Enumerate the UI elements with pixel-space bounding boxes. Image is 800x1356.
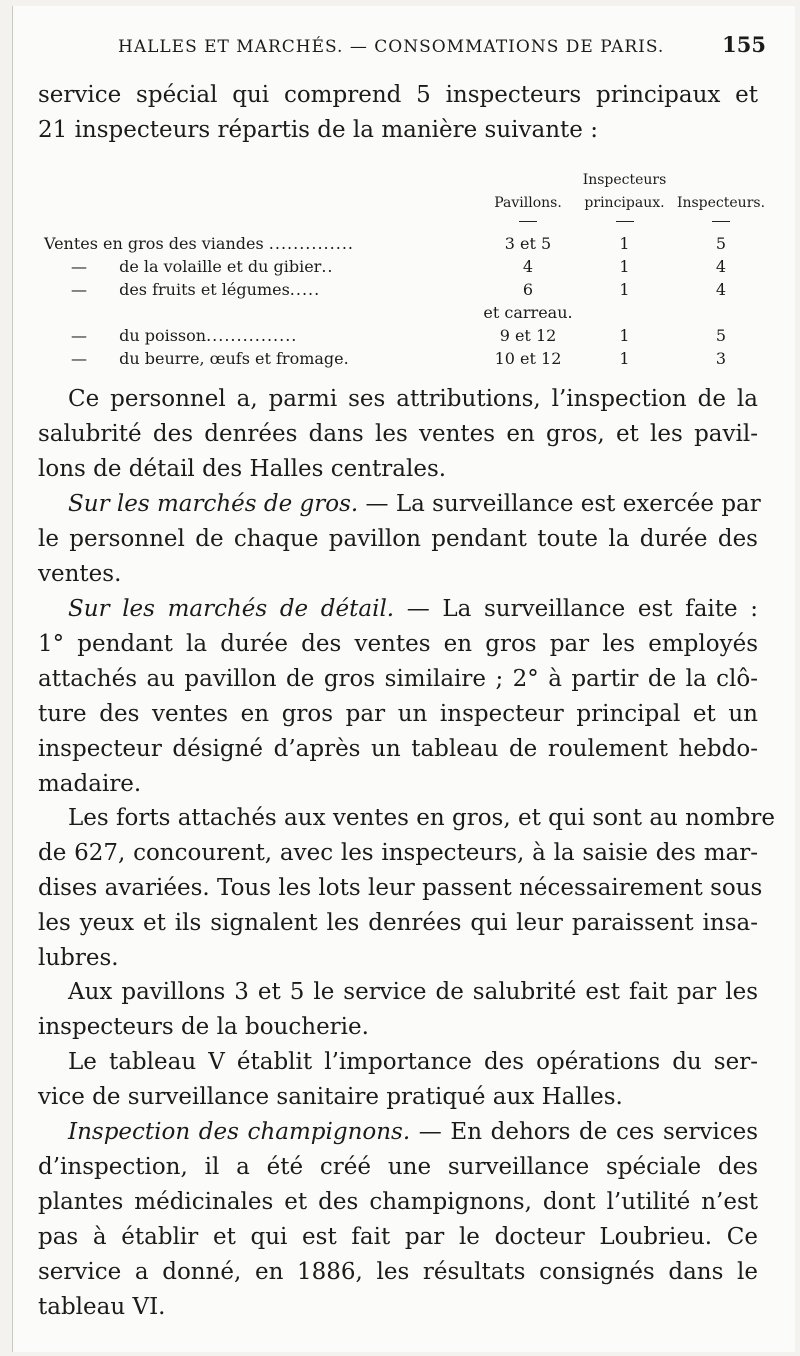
row-label: du beurre, œufs et fromage. <box>119 349 349 368</box>
table-row <box>44 299 770 322</box>
cell-pavillons: 4 <box>522 257 534 276</box>
line-rest: — En dehors de ces services <box>410 1119 758 1145</box>
text-line: madaire. <box>38 771 142 797</box>
text-line <box>38 592 758 627</box>
table-row <box>44 322 770 345</box>
cell-pavillons: 9 et 12 <box>499 326 557 345</box>
text-line: inspecteurs de la boucherie. <box>38 1014 369 1040</box>
cell-pavillons: 6 <box>522 280 534 299</box>
text-line: lubres. <box>38 945 119 971</box>
text-line: salubrité des denrées dans les ventes en gros, et les pavil- <box>38 421 758 447</box>
cell-principaux: 1 <box>619 234 630 253</box>
paragraph-personnel <box>38 382 758 487</box>
paragraph-marches-gros <box>38 487 761 592</box>
italic-lead: Sur les marchés de détail. <box>68 596 395 622</box>
cell-pavillons: 10 et 12 <box>494 349 562 368</box>
row-prefix: — <box>71 280 87 299</box>
leader-dots: .............. <box>268 234 354 253</box>
cell-pavillons: et carreau. <box>483 303 573 322</box>
table-row <box>44 345 770 368</box>
table-row <box>44 230 770 253</box>
cell-inspecteurs: 4 <box>715 257 727 276</box>
running-title: HALLES ET MARCHÉS. — CONSOMMATIONS DE PARIS. <box>118 37 665 57</box>
col-header-principaux: principaux. <box>584 195 665 211</box>
running-header <box>118 32 766 57</box>
paragraph-tableau-v <box>38 1045 758 1115</box>
page-number: 155 <box>722 32 766 57</box>
text-line: service a donné, en 1886, les résultats consignés dans le <box>38 1259 758 1285</box>
text-line <box>38 487 761 522</box>
cell-pavillons: 3 et 5 <box>504 234 552 253</box>
text-line: tableau VI. <box>38 1294 166 1320</box>
row-label: des viandes <box>168 234 264 253</box>
leader-dots: ............... <box>206 326 298 345</box>
header-rule-row <box>44 211 770 230</box>
text-line: lons de détail des Halles centrales. <box>38 456 447 482</box>
text-line: ture des ventes en gros par un inspecteur principal et un <box>38 701 758 727</box>
cell-inspecteurs: 4 <box>715 280 727 299</box>
text-line: plantes médicinales et des champignons, dont l’utilité n’est <box>38 1189 758 1215</box>
text-line: pas à établir et qui est fait par le docteur Loubrieu. Ce <box>38 1224 758 1250</box>
text-line: inspecteur désigné d’après un tableau de roulement hebdo- <box>38 736 758 762</box>
cell-principaux: 1 <box>619 280 630 299</box>
paragraph-champignons <box>38 1115 758 1325</box>
text-line: attachés au pavillon de gros similaire ; 2° à partir de la clô- <box>38 666 758 692</box>
leader-dots: .. <box>321 257 334 276</box>
cell-inspecteurs: 3 <box>715 349 727 368</box>
text-line: service spécial qui comprend 5 inspecteurs principaux et <box>38 82 758 108</box>
leader-dots: ..... <box>289 280 321 299</box>
text-line: vice de surveillance sanitaire pratiqué aux Halles. <box>38 1084 623 1110</box>
text-line: 21 inspecteurs répartis de la manière suivante : <box>38 117 598 143</box>
line-rest: — La surveillance est faite : <box>394 596 758 622</box>
row-label: du poisson <box>119 326 207 345</box>
row-prefix: Ventes en gros <box>44 234 164 253</box>
intro-paragraph <box>38 78 758 148</box>
text-line: les yeux et ils signalent les denrées qui leur paraissent insa- <box>38 910 758 936</box>
inspectors-table <box>44 165 770 368</box>
row-prefix: — <box>71 349 87 368</box>
cell-principaux: 1 <box>619 257 630 276</box>
paragraph-marches-detail <box>38 592 758 802</box>
cell-principaux: 1 <box>619 349 630 368</box>
text-line: de 627, concourent, avec les inspecteurs, à la saisie des mar- <box>38 840 758 866</box>
text-line: Aux pavillons 3 et 5 le service de salubrité est fait par les <box>68 979 758 1005</box>
row-prefix: — <box>71 326 87 345</box>
row-prefix: — <box>71 257 87 276</box>
text-line: Le tableau V établit l’importance des opérations du ser- <box>68 1049 758 1075</box>
table-row <box>44 276 770 299</box>
italic-lead: Sur les marchés de gros. <box>68 491 359 517</box>
text-line: le personnel de chaque pavillon pendant toute la durée des <box>38 526 758 552</box>
cell-inspecteurs: 5 <box>715 326 727 345</box>
row-label: des fruits et légumes <box>119 280 290 299</box>
text-line: d’inspection, il a été créé une surveillance spéciale des <box>38 1154 758 1180</box>
paragraph-forts <box>38 801 775 976</box>
cell-inspecteurs: 5 <box>715 234 727 253</box>
text-line: ventes. <box>38 561 122 587</box>
col-header-inspecteurs: Inspecteurs. <box>676 195 766 211</box>
italic-lead: Inspection des champignons. <box>68 1119 411 1145</box>
row-label: de la volaille et du gibier <box>119 257 322 276</box>
cell-principaux: 1 <box>619 326 630 345</box>
text-line: Les forts attachés aux ventes en gros, et qui sont au nombre <box>68 805 775 831</box>
text-line: dises avariées. Tous les lots leur passent nécessairement sous <box>38 875 763 901</box>
text-line: 1° pendant la durée des ventes en gros par les employés <box>38 631 758 657</box>
text-line <box>38 1115 758 1150</box>
col-header-principaux-top: Inspecteurs <box>582 172 667 188</box>
table-row <box>44 253 770 276</box>
line-rest: — La surveillance est exercée par <box>358 491 761 517</box>
text-line: Ce personnel a, parmi ses attributions, l’inspection de la <box>68 386 758 412</box>
paragraph-pavillons <box>38 975 758 1045</box>
col-header-pavillons: Pavillons. <box>494 195 562 211</box>
